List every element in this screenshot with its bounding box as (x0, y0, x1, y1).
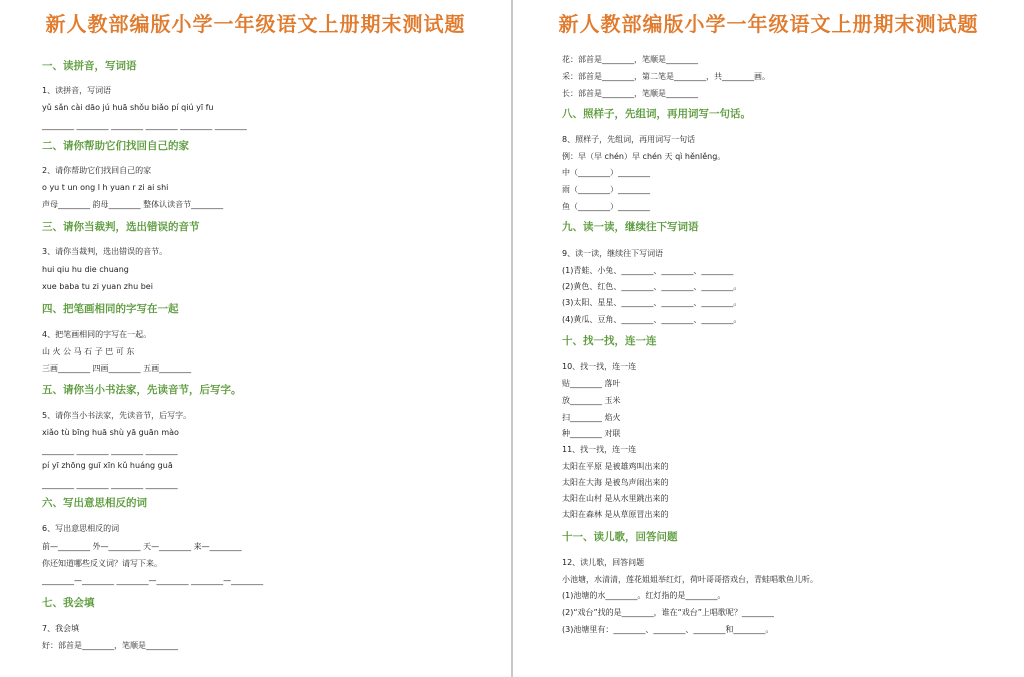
question-text: 5、请你当小书法家，先读音节，后写字。 (42, 411, 192, 420)
answer-blanks: (3)太阳、星星、________、________、________。 (562, 298, 742, 307)
section-heading: 十、找一找，连一连 (562, 335, 657, 347)
answer-blanks: 花：部首是________，笔顺是________ (562, 55, 698, 64)
question-text: 3、请你当裁判，选出错误的音节。 (42, 247, 168, 256)
question-text: 1、读拼音，写词语 (42, 86, 112, 95)
match-row: 种________ 对联 (562, 429, 621, 438)
section-heading: 七、我会填 (42, 597, 95, 609)
page-title: 新人教部编版小学一年级语文上册期末测试题 (558, 12, 979, 36)
answer-blanks: 三画________ 四画________ 五画________ (42, 364, 192, 373)
example-line: 例：早（早 chén）早 chén 天 qì hěnlěng。 (562, 152, 726, 161)
exam-page-left (0, 0, 511, 677)
pinyin-line: pí yī zhōng guī xīn kǔ huáng guā (42, 461, 173, 470)
question-text: 6、写出意思相反的词 (42, 524, 120, 533)
pinyin-line: yǔ sǎn cài dāo jú huā shǒu biǎo pí qiú yī fu (42, 103, 214, 112)
match-row: 贴________ 落叶 (562, 379, 621, 388)
section-heading: 十一、读儿歌，回答问题 (562, 531, 678, 543)
answer-blanks: 好：部首是________，笔顺是________ (42, 641, 178, 650)
question-text: 你还知道哪些反义词？请写下来。 (42, 559, 162, 568)
question-text: 7、我会填 (42, 624, 80, 633)
character-line: 山 火 公 马 石 子 巴 可 东 (42, 347, 135, 356)
pinyin-line: hui qiu hu die chuang (42, 265, 129, 274)
question-text: 10、找一找，连一连 (562, 362, 637, 371)
answer-blanks: 声母________ 韵母________ 整体认读音节________ (42, 200, 224, 209)
answer-blanks: ________ ________ ________ ________ (42, 480, 178, 489)
question-text: 2、请你帮助它们找回自己的家 (42, 166, 152, 175)
answer-blanks: ________ ________ ________ ________ (42, 446, 178, 455)
answer-blanks: ________ ________ ________ ________ ________ ________ (42, 121, 247, 130)
match-row: 太阳在平原 是被雄鸡叫出来的 (562, 462, 669, 471)
pinyin-line: xue baba tu zi yuan zhu bei (42, 282, 153, 291)
match-row: 太阳在森林 是从草原冒出来的 (562, 510, 669, 519)
match-row: 太阳在山村 是从水里跳出来的 (562, 494, 669, 503)
question-text: 12、读儿歌，回答问题 (562, 558, 645, 567)
answer-blanks: (2)黄色、红色、________、________、________。 (562, 282, 742, 291)
pinyin-line: o yu t un ong l h yuan r zi ai shi (42, 183, 169, 192)
match-row: 扫________ 焰火 (562, 413, 621, 422)
answer-blanks: (1)池塘的水________。红灯指的是________。 (562, 591, 726, 600)
question-text: 11、找一找，连一连 (562, 445, 637, 454)
section-heading: 九、读一读，继续往下写词语 (562, 221, 699, 233)
section-heading: 二、请你帮助它们找回自己的家 (42, 140, 189, 152)
section-heading: 六、写出意思相反的词 (42, 497, 147, 509)
pinyin-line: xiǎo tù bīng huā shù yā guān mào (42, 428, 179, 437)
match-row: 放________ 玉米 (562, 396, 621, 405)
exam-page-right (513, 0, 1024, 677)
section-heading: 一、读拼音，写词语 (42, 60, 137, 72)
poem-text: 小池塘，水清清，莲花姐姐举红灯，荷叶哥哥搭戏台，青蛙唱歌鱼儿听。 (562, 575, 818, 584)
question-text: 9、读一读，继续往下写词语 (562, 249, 664, 258)
question-text: 8、照样子，先组词，再用词写一句话 (562, 135, 696, 144)
answer-blanks: (4)黄瓜、豆角、________、________、________。 (562, 315, 742, 324)
answer-blanks: ________—________ ________—________ ________—________ (42, 576, 264, 585)
page-title: 新人教部编版小学一年级语文上册期末测试题 (45, 12, 466, 36)
answer-blanks: 中（________）________ (562, 168, 650, 177)
answer-blanks: 前—________ 外—________ 天—________ 来—________ (42, 542, 242, 551)
question-text: 4、把笔画相同的字写在一起。 (42, 330, 152, 339)
answer-blanks: (1)青蛙、小兔、________、________、________ (562, 266, 734, 275)
section-heading: 四、把笔画相同的字写在一起 (42, 303, 179, 315)
answer-blanks: 鱼（________）________ (562, 202, 650, 211)
section-heading: 三、请你当裁判，选出错误的音节 (42, 221, 200, 233)
section-heading: 五、请你当小书法家，先读音节，后写字。 (42, 384, 242, 396)
match-row: 太阳在大海 是被鸟声闹出来的 (562, 478, 669, 487)
section-heading: 八、照样子，先组词，再用词写一句话。 (562, 108, 751, 120)
answer-blanks: 长：部首是________，笔顺是________ (562, 89, 698, 98)
answer-blanks: (2)“戏台”找的是________，谁在“戏台”上唱歌呢？________ (562, 608, 774, 617)
answer-blanks: 采：部首是________，第二笔是________，共________画。 (562, 72, 770, 81)
answer-blanks: 雨（________）________ (562, 185, 650, 194)
answer-blanks: (3)池塘里有：________、________、________和________。 (562, 625, 774, 634)
